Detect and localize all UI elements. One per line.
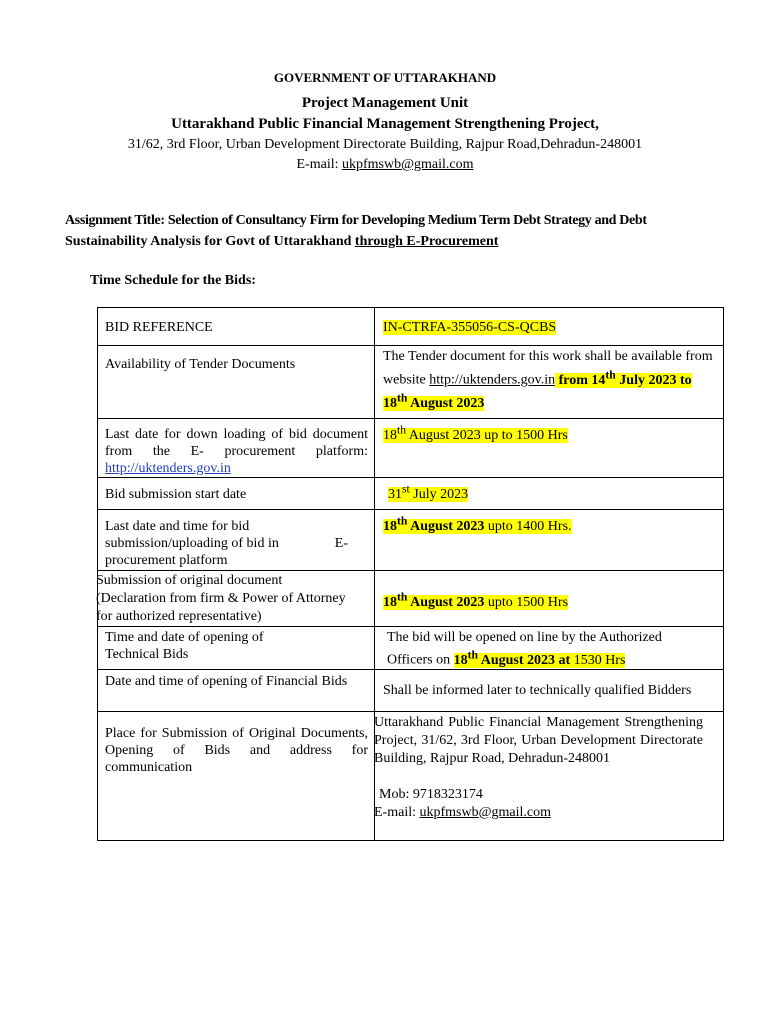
technical-bids-label: Time and date of opening of Technical Bids bbox=[105, 630, 264, 662]
place-mobile: Mob: 9718323174 bbox=[379, 786, 483, 802]
label-cell bbox=[98, 627, 375, 670]
header-email-line bbox=[0, 157, 770, 173]
start-date-label: Bid submission start date bbox=[105, 487, 247, 502]
government-title: GOVERNMENT OF UTTARAKHAND bbox=[273, 70, 497, 85]
table-row bbox=[98, 669, 724, 711]
value-cell bbox=[375, 478, 724, 510]
technical-bids-value: The bid will be opened on line by the Authorized Officers on 18th August 2023 at 1530 Hrs bbox=[387, 630, 662, 668]
schedule-title: Time Schedule for the Bids: bbox=[90, 273, 256, 288]
original-docs-label: Submission of original document (Declaration from firm & Power of Attorney for authorized representative) bbox=[96, 573, 346, 624]
header-email-label: E-mail: bbox=[296, 157, 342, 172]
label-cell bbox=[98, 346, 375, 419]
place-address: Uttarakhand Public Financial Management Strengthening Project, 31/62, 3rd Floor, Urban Development Directorate Building, Rajpur Road, Dehradun-248001 bbox=[374, 714, 703, 766]
value-cell bbox=[375, 346, 724, 419]
table-row bbox=[98, 419, 724, 478]
assignment-title-prefix: Sustainability Analysis for Govt of Uttarakhand bbox=[65, 234, 355, 249]
availability-text: The Tender document for this work shall be available from website bbox=[383, 349, 713, 388]
table-row bbox=[98, 346, 724, 419]
pmu-title: Project Management Unit bbox=[301, 95, 469, 111]
label-cell bbox=[98, 478, 375, 510]
availability-dates: from 14th July 2023 to 18th August 2023 bbox=[383, 368, 692, 412]
value-cell bbox=[375, 571, 724, 627]
table-row bbox=[98, 571, 724, 627]
original-docs-deadline: 18th August 2023 upto 1500 Hrs bbox=[383, 590, 569, 610]
place-label: Place for Submission of Original Documents, Opening of Bids and address for communication bbox=[105, 725, 368, 775]
office-address: 31/62, 3rd Floor, Urban Development Directorate Building, Rajpur Road,Dehradun-248001 bbox=[127, 137, 643, 152]
bid-reference-value: IN-CTRFA-355056-CS-QCBS bbox=[383, 320, 557, 335]
upload-deadline: 18th August 2023 upto 1400 Hrs. bbox=[383, 514, 572, 534]
table-row bbox=[98, 478, 724, 510]
assignment-title-line1: Assignment Title: Selection of Consultancy Firm for Developing Medium Term Debt Strategy and Debt bbox=[65, 213, 647, 228]
value-cell bbox=[375, 669, 724, 711]
value-cell bbox=[375, 419, 724, 478]
label-cell bbox=[98, 510, 375, 571]
table-row bbox=[98, 308, 724, 346]
download-label: Last date for down loading of bid document from the E- procurement platform: http://uktenders.gov.in bbox=[105, 427, 368, 476]
download-deadline: 18th August 2023 up to 1500 Hrs bbox=[383, 423, 568, 443]
financial-bids-label: Date and time of opening of Financial Bids bbox=[105, 673, 348, 689]
availability-label: Availability of Tender Documents bbox=[105, 357, 296, 372]
table-row bbox=[98, 711, 724, 840]
tender-website-link[interactable]: http://uktenders.gov.in bbox=[429, 372, 556, 388]
download-portal-link[interactable]: http://uktenders.gov.in bbox=[105, 461, 231, 476]
place-email-line: E-mail: ukpfmswb@gmail.com bbox=[374, 804, 551, 820]
financial-bids-value: Shall be informed later to technically qualified Bidders bbox=[383, 682, 692, 698]
value-cell bbox=[375, 308, 724, 346]
bid-reference-label: BID REFERENCE bbox=[105, 320, 213, 335]
label-cell bbox=[98, 571, 375, 627]
label-cell bbox=[98, 419, 375, 478]
assignment-title-procurement: through E-Procurement bbox=[354, 234, 499, 249]
header-email-link[interactable]: ukpfmswb@gmail.com bbox=[342, 157, 474, 172]
value-cell bbox=[375, 510, 724, 571]
table-row bbox=[98, 510, 724, 571]
value-cell bbox=[375, 627, 724, 670]
project-title: Uttarakhand Public Financial Management Strengthening Project, bbox=[171, 116, 599, 132]
availability-value bbox=[375, 346, 723, 413]
start-date-value: 31st July 2023 bbox=[388, 482, 469, 502]
label-cell bbox=[98, 308, 375, 346]
bid-schedule-table bbox=[97, 307, 724, 841]
table-row bbox=[98, 627, 724, 670]
label-cell bbox=[98, 711, 375, 840]
place-email-link[interactable]: ukpfmswb@gmail.com bbox=[419, 804, 551, 820]
assignment-title-line2 bbox=[65, 234, 498, 250]
value-cell bbox=[375, 711, 724, 840]
upload-label: Last date and time for bid submission/uploading of bid in E- procurement platform bbox=[105, 519, 348, 568]
label-cell bbox=[98, 669, 375, 711]
